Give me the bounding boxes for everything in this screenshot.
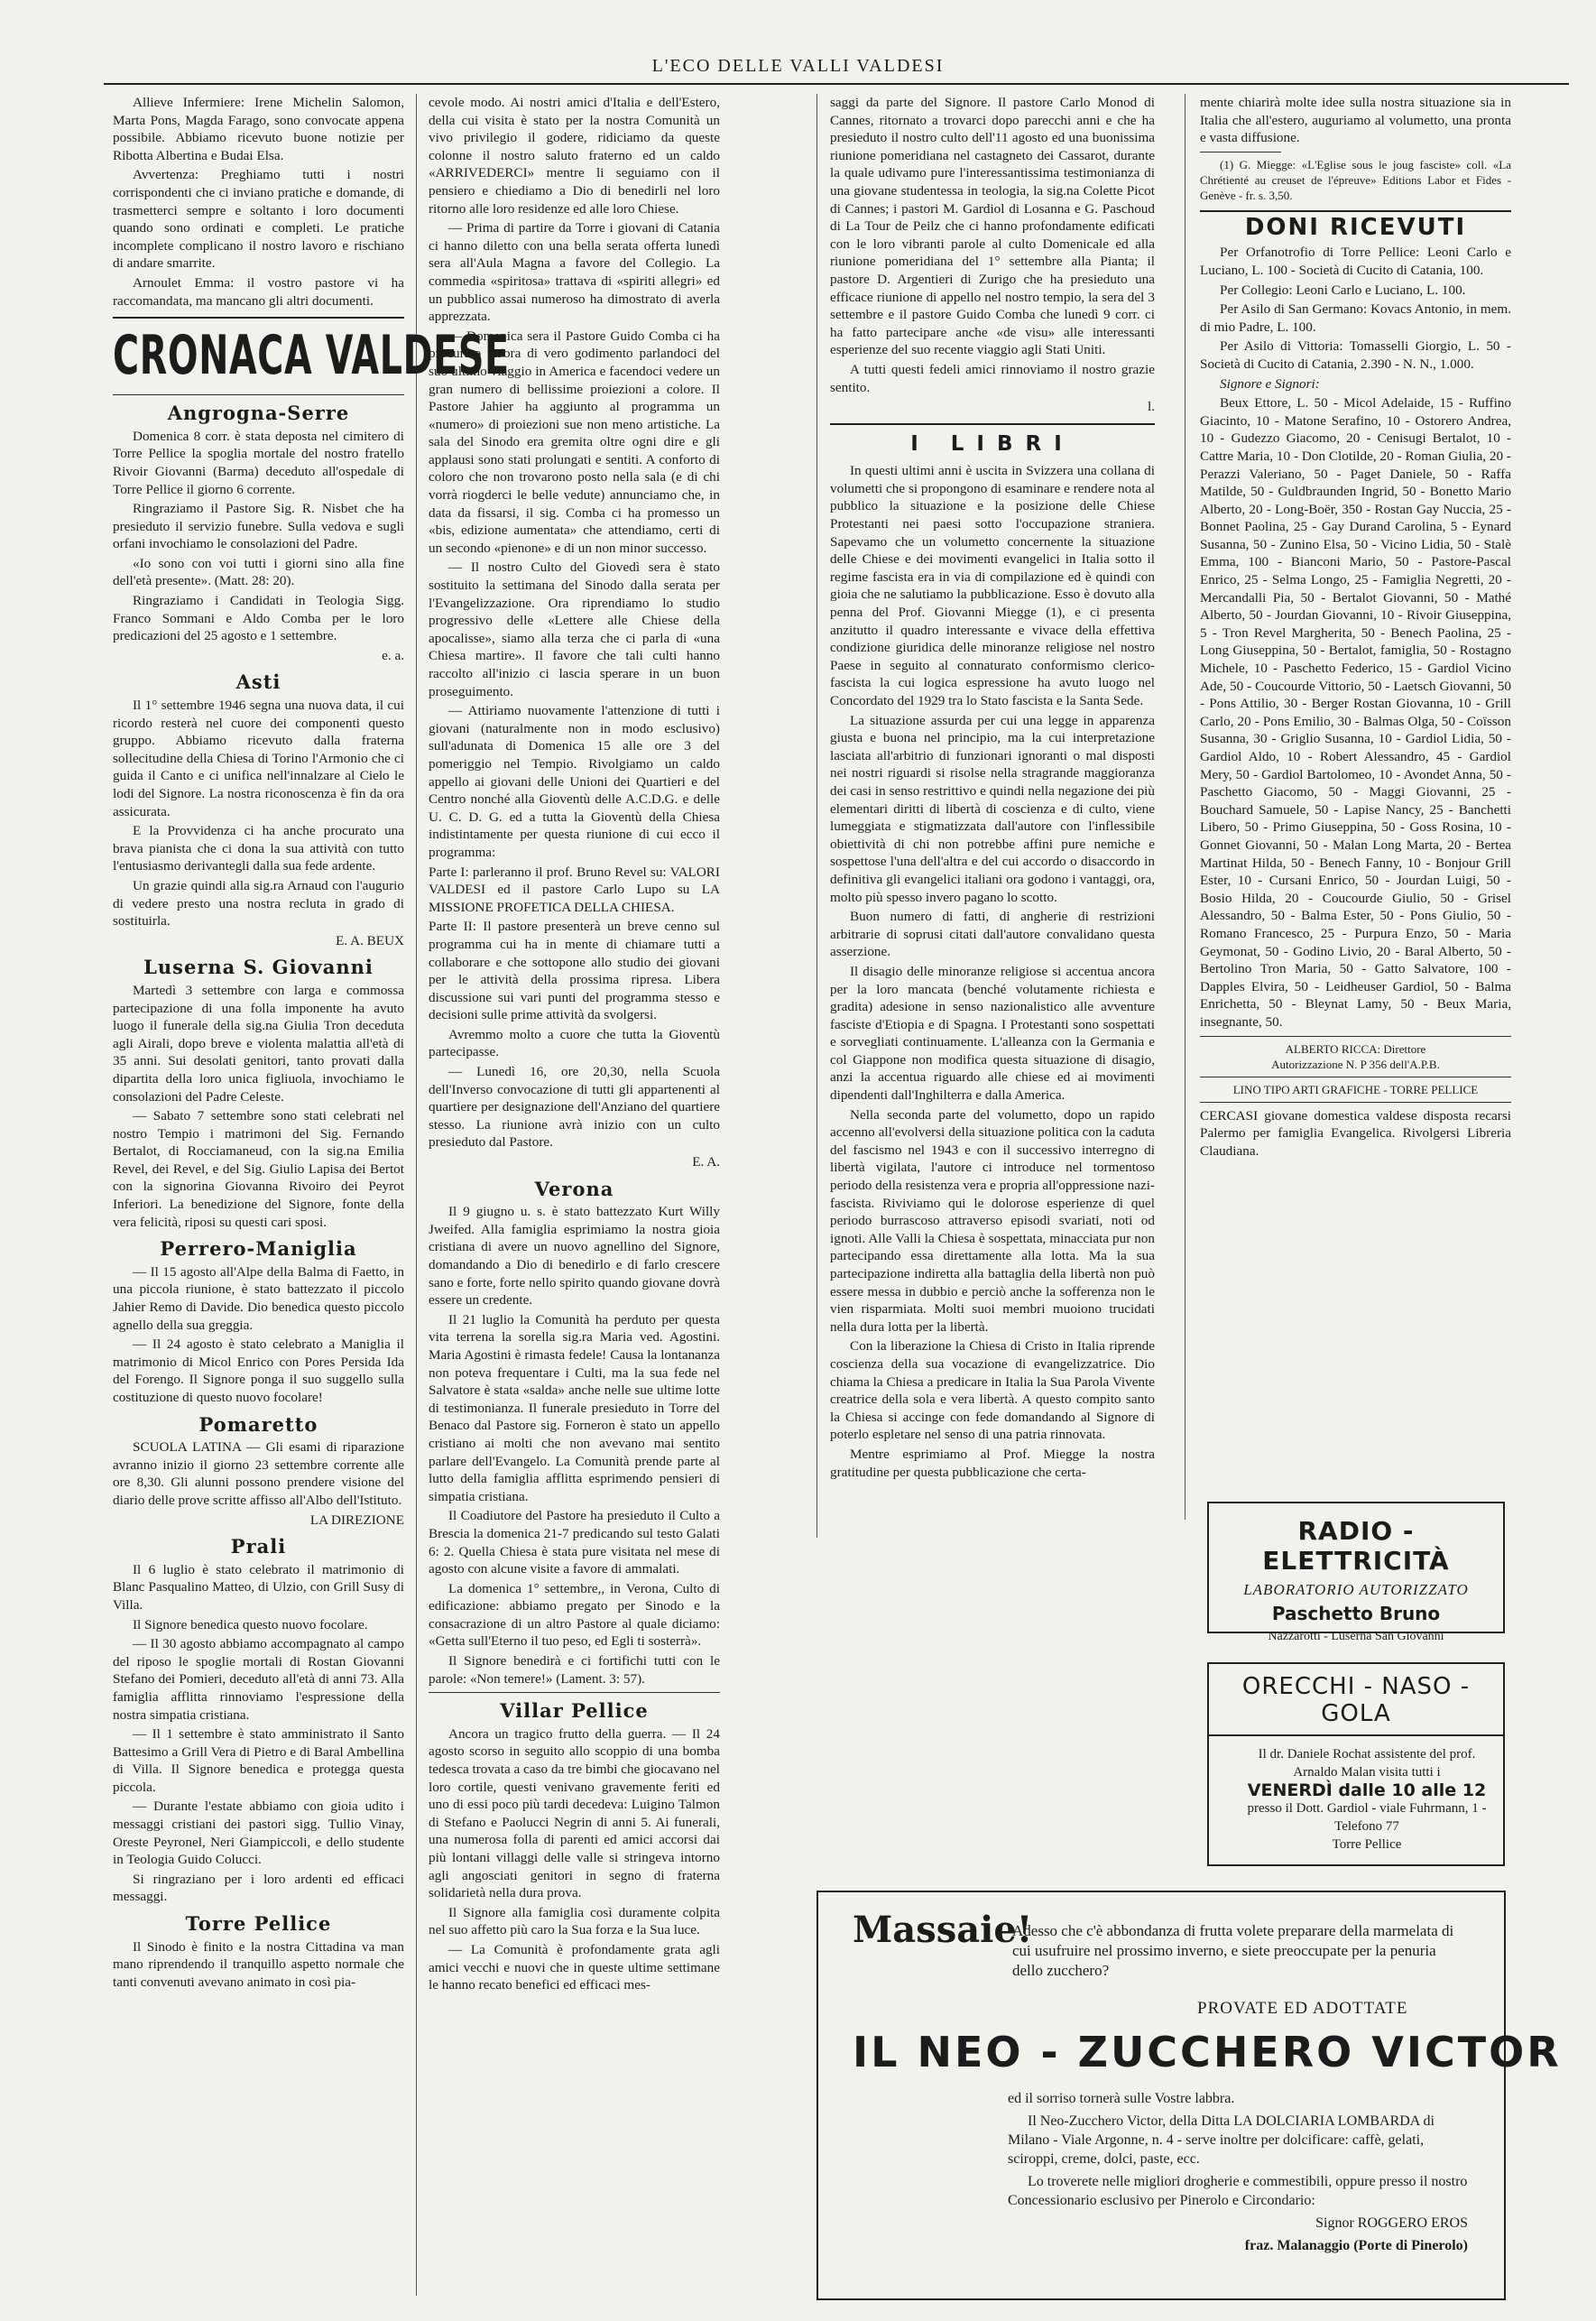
- article-paragraph: Un grazie quindi alla sig.ra Arnaud con l'augurio di vedere presto una nostra recluta in grado di sostituirla.: [113, 877, 404, 929]
- article-paragraph: Il Signore alla famiglia così duramente colpita nel suo affetto più caro la Sua forza e la Sua luce.: [429, 1904, 720, 1938]
- article-paragraph: Il disagio delle minoranze religiose si accentua ancora per la loro mancata (benché volutamente richiesta e gradita) adesione in senso nazionalistico alle avventure fasciste d'Etiopia e di Spagna. I Protestanti sono sospettati e sorvegliati continuamente. L'alleanza con la Germania e col Giappone non modifica questa situazione di disagio, anzi la accentua riguardo alle chiese ed ai movimenti dipendenti dall'Inghilterra e dalla America.: [830, 963, 1155, 1104]
- running-head: L'ECO DELLE VALLI VALDESI: [651, 56, 945, 76]
- article-paragraph: saggi da parte del Signore. Il pastore Carlo Monod di Cannes, ritornato a trovarci dopo parecchi anni e che ha presieduto il nostro culto dell'11 agosto ed una buonissima riunione pomeridiana nel castagneto dei Cassarot, durante la quale udivamo pure l'interessantissima testimonianza di una giovane studentessa in teologia, la sig.na Colette Picot di Cannes; i pastori M. Gardiol di Losanna e G. Paschoud di La Tour de Peilz che ci hanno profondamente edificati con le loro vibranti parole al culto Domenicale ed alla riunione pomeridiana del 1° settembre alla Pianta; il pastore D. Argentieri di Zurigo che ha presieduto una efficace riunione di appello nel nostro tempio, la sera del 3 settembre e il pastore Guido Comba che lunedì 9 corr. ci ha fatto partecipare anche «de visu» alle interessanti esperienze del suo recente viaggio agli Stati Uniti.: [830, 95, 1155, 358]
- victor-advert-line: Lo troverete nelle migliori drogherie e commestibili, oppure presso il nostro Concessionario esclusivo per Pinerolo e Circondario:: [1008, 2174, 1468, 2208]
- victor-advert-line: Signor ROGGERO EROS: [1315, 2215, 1468, 2231]
- header-rule: [104, 83, 1569, 85]
- donation-paragraph: Beux Ettore, L. 50 - Micol Adelaide, 15 - Ruffino Giacinto, 10 - Matone Serafino, 10 - Ostorero Andrea, 10 - Gudezzo Giacomo, 20 - Cenisugi Bertalot, 10 - Cattre Maria, 10 - Don Clotilde, 20 - Roman Giulia, 20 - Perazzi Valeriano, 50 - Paget Daniele, 50 - Raffa Matilde, 50 - Guldbraunden Ingrid, 50 - Bonetto Mario Alberto, 20 - Long-Boër, 350 - Rostan Gay Nuccia, 25 - Bonnet Paolina, 25 - Gay Durand Carolina, 5 - Eynard Susanna, 50 - Zunino Elsa, 50 - Vicino Lidia, 50 - Stalè Emma, 100 - Bianconi Mario, 50 - Pastore-Pascal Enrico, 25 - Selma Longo, 25 - Famiglia Negretti, 20 - Mercandalli Pia, 50 - Bertalot Giovanni, 50 - Mathé Alberto, 50 - Jourdan Giovanni, 10 - Rivoir Giuseppina, 5 - Tron Revel Margherita, 50 - Benech Paolina, 25 - Long Giuseppina, 50 - Bertalot, famiglia, 50 - Rostagno Michele, 10 - Paschetto Federico, 15 - Gardiol Vicino Ade, 50 - Coucourde Vittorio, 50 - Laetsch Giovanni, 50 - Pons Attilio, 30 - Berger Rostan Giovanna, 10 - Grill Carlo, 20 - Pons Emilio, 30 - Balmas Olga, 50 - Coïsson Susanna, 30 - Griglio Susanna, 10 - Gardiol Lidia, 50 - Gardiol Aldo, 10 - Robert Alessandro, 45 - Gardiol Mery, 50 - Gardiol Bartolomeo, 10 - Avondet Anna, 50 - Paschetto Giacomo, 50 - Maggi Giovanni, 25 - Bouchard Samuele, 50 - Lapise Nancy, 25 - Banchetti Libero, 50 - Primo Giuseppina, 50 - Goss Rosina, 10 - Gonnet Giovanni, 50 - Malan Long Marta, 20 - Bertea Martinat Hilda, 50 - Benech Fanny, 10 - Bonjour Grill Ester, 10 - Cursani Enrico, 50 - Jourdan Luigi, 50 - Bosio Hilda, 20 - Coucourde Giulio, 50 - Grisel Alessandro, 50 - Balma Ester, 50 - Pons Giulio, 50 - Romano Francesco, 25 - Purpura Enzo, 50 - Maria Geymonat, 50 - Godino Livio, 20 - Baral Alberto, 50 - Bertolino Tron Maria, 50 - Gatto Salvatore, 100 - Dapples Elvira, 50 - Leidheuser Gardiol, 50 - Balma Enrichetta, 50 - Bleynat Lamy, 50 - Beux Maria, insegnante, 50.: [1200, 395, 1511, 1030]
- section-rule: [1200, 1036, 1511, 1037]
- article-paragraph: Avremmo molto a cuore che tutta la Gioventù partecipasse.: [429, 1026, 720, 1060]
- article-paragraph: Il 6 luglio è stato celebrato il matrimonio di Blanc Pasqualino Matteo, di Ulzio, con Grill Susy di Villa.: [113, 1561, 404, 1613]
- article-paragraph: Si ringraziano per i loro ardenti ed efficaci messaggi.: [113, 1871, 404, 1905]
- article-paragraph: Nella seconda parte del volumetto, dopo un rapido accenno all'evolversi della situazione politica con la caduta del fascismo nel 1943 e con il successivo interregno di libertà vigilata, l'autore ci introduce nel tormentoso periodo della resistenza vera e propria all'oppressione nazi-fascista. Riviviamo qui le dolorose esperienze di quel periodo burrascoso attraverso episodi svariati, noti od ignoti. Alle Valli la Chiesa è sospettata, minacciata pur non partecipando essa direttamente alla lotta. Ma la sua partecipazione indiretta alla battaglia della libertà non può essere messa in dubbio e perciò anche la sofferenza non le vien risparmiata. Molti suoi membri muoiono trucidati nella dura lotta per la libertà.: [830, 1106, 1155, 1335]
- ent-advert: [1207, 1662, 1505, 1866]
- article-paragraph: cevole modo. Ai nostri amici d'Italia e dell'Estero, della cui visita è stato per la nostra Comunità un vivo privilegio il godere, ridiciamo da queste colonne il nostro saluto fraterno ed un caldo «ARRIVEDERCI» mentre li seguiamo con il pensiero e chiediamo a Dio di benedirli nel loro ritorno alle loro residenze ed alle loro Chiese.: [429, 95, 720, 217]
- section-rule: [429, 1692, 720, 1693]
- donation-paragraph: Per Asilo di Vittoria: Tomasselli Giorgio, L. 50 - Società di Cucito di Catania, 2.390 - N. N., 1.000.: [1200, 338, 1511, 372]
- victor-advert-line: fraz. Malanaggio (Porte di Pinerolo): [1244, 2238, 1468, 2253]
- article-signature: LA DIREZIONE: [309, 1512, 404, 1528]
- article-paragraph: — Attiriamo nuovamente l'attenzione di tutti i giovani (naturalmente non in modo esclusivo) sull'adunata di Domenica 15 alle ore 3 del pomeriggio nel Tempio. Rivolgiamo un caldo appello ai giovani delle Unioni dei Quartieri e del Centro nonché alla Gioventù delle A.C.D.G. e delle U. C. D. G. ed a tutta la Gioventù della Chiesa indistintamente per questa riunione di cui ecco il programma:: [429, 703, 720, 860]
- article-paragraph: — Lunedì 16, ore 20,30, nella Scuola dell'Inverso convocazione di tutti gli appartenenti al quartiere per designazione dell'Anziano del quartiere stesso. La riunione avrà inizio con un culto presieduto dal Pastore.: [429, 1064, 720, 1151]
- footnote: (1) G. Miegge: «L'Eglise sous le joug fasciste» coll. «La Chrétienté au creuset de l'épreuve» Editions Labor et Fides - Genève - fr. s. 3,50.: [1200, 157, 1511, 202]
- article-paragraph: Ancora un tragico frutto della guerra. — Il 24 agosto scorso in seguito allo scoppio di una bomba tedesca trovata a caso da tre bimbi che giocavano nel loro cortile, questi venivano gravemente feriti ed uno di essi poco più tardi decedeva: Luigino Talmon di Stefano e Paolucci Negrin di anni 5. Ai funerali, una numerosa folla di parenti ed amici accorsi dai più lontani villaggi delle valle si stringeva intorno agli angosciati genitori in segno di fraterna solidarietà nella dura prova.: [429, 1725, 720, 1901]
- article-paragraph: — Durante l'estate abbiamo con gioia udito i messaggi cristiani dei pastori sigg. Tullio Vinay, Oreste Peyronel, Neri Giampiccoli, e dello studente in Teologia Guido Colucci.: [113, 1799, 404, 1868]
- article-paragraph: — Prima di partire da Torre i giovani di Catania ci hanno diletto con una bella serata offerta lunedì sera all'Aula Magna a favore del Collegio. La commedia «spiritosa» trattava di «spiriti allegri» ed un pubblico assai numeroso ha dimostrato di averla apprezzata.: [429, 220, 720, 325]
- section-heading-verona: Verona: [534, 1177, 614, 1200]
- article-paragraph: SCUOLA LATINA — Gli esami di riparazione avranno inizio il giorno 23 settembre corrente alle ore 8,30. Gli alunni possono prendere visione del diario delle prove scritte affisso all'Albo dell'Istituto.: [113, 1439, 404, 1508]
- article-paragraph: «Io sono con voi tutti i giorni sino alla fine dell'età presente». (Matt. 28: 20).: [113, 555, 404, 589]
- radio-advert-title: RADIO - ELETTRICITÀ: [1262, 1516, 1450, 1576]
- article-paragraph: — Il nostro Culto del Giovedì sera è stato sostituito la settimana del Sinodo dalla serata per l'Evangelizzazione. Ora riprendiamo lo studio progressivo delle «Lettere alle Chiese della apocalisse», siamo alla terza che ci parla di «una Chiesa martire». Il favore che tali culti hanno raccolto all'inizio ci lascia sperare in un buon proseguimento.: [429, 559, 720, 699]
- radio-advert-subtitle: LABORATORIO AUTORIZZATO: [1243, 1581, 1469, 1598]
- victor-advert-line: Il Neo-Zucchero Victor, della Ditta LA DOLCIARIA LOMBARDA di Milano - Viale Argonne, n. 4 - serve inoltre per dolcificare: caffè, gelati, sciroppi, creme, dolci, paste, ecc.: [1008, 2113, 1435, 2167]
- article-paragraph: In questi ultimi anni è uscita in Svizzera una collana di volumetti che si propongono di esaminare e rendere nota al pubblico la situazione e la posizione delle Chiese Protestanti nei paesi sotto l'occupazione straniera. Sapevamo che un volumetto concernente la situazione delle Chiese e dei movimenti evangelici in Italia sotto il regime fascista era in via di compilazione ed è quindi con gioia che ne salutiamo la pubblicazione. Esso è dovuto alla penna del Prof. Giovanni Miegge (1), e ci presenta anzitutto il quadro interessante e vivace della effettiva condizione giuridica delle minoranze religiose nel nostro Paese in seguito al connaturato conformismo clerico-fascista la cui logica espressione ha avuto luogo nel Concordato del 1929 tra lo Stato fascista e la Santa Sede.: [830, 463, 1155, 708]
- donation-paragraph: Per Asilo di San Germano: Kovacs Antonio, in mem. di mio Padre, L. 100.: [1200, 301, 1511, 335]
- article-paragraph: Con la liberazione la Chiesa di Cristo in Italia riprende coscienza della sua vocazione di evangelizzatrice. Dio chiama la Chiesa a predicare in Italia la Sua Parola Vivente creatrice della sola e vera libertà. A questo compito santo la Chiesa si accinge con fede domandando al Signore di poterlo espletare nel senso di una patria rinnovata.: [830, 1338, 1155, 1443]
- article-paragraph: — La Comunità è profondamente grata agli amici vecchi e nuovi che in queste ultime settimane le hanno recato benefici ed efficaci mes-: [429, 1941, 720, 1993]
- victor-advert-provate: PROVATE ED ADOTTATE: [1197, 1999, 1408, 2018]
- article-paragraph: Il Signore benedica questo nuovo focolare.: [133, 1616, 368, 1632]
- victor-advert-intro: Adesso che c'è abbondanza di frutta volete preparare della marmelata di cui usufruire nel prossimo inverno, e siete preoccupate per la penuria dello zucchero?: [1012, 1922, 1454, 1979]
- section-heading-torre-pellice: Torre Pellice: [185, 1912, 332, 1936]
- article-paragraph: Il 1° settembre 1946 segna una nuova data, il cui ricordo resterà nel cuore dei componenti questo gruppo. Abbiamo ricevuto dalla fraterna sollecitudine della Chiesa di Torino l'Armonio che ci guida il Canto e ci unifica nell'innalzare al Cielo le lodi del Signore. La nostra riconoscenza è fin da ora assicurata.: [113, 698, 404, 819]
- ent-advert-line: presso il Dott. Gardiol - viale Fuhrmann, 1 - Telefono 77: [1247, 1801, 1487, 1834]
- article-signature: e. a.: [382, 647, 404, 663]
- section-masthead: CRONACA VALDESE: [113, 324, 510, 388]
- victor-advert-brand: IL NEO - ZUCCHERO VICTOR: [853, 2028, 1562, 2076]
- victor-advert-massaie: Massaie!: [853, 1909, 1033, 1951]
- radio-advert: [1207, 1502, 1505, 1643]
- article-paragraph: — Il 24 agosto è stato celebrato a Maniglia il matrimonio di Micol Enrico con Pores Persida Ida del Forengo. Il Signore ponga il suo suggello sulla costituzione di questo nuovo focolare!: [113, 1336, 404, 1405]
- victor-advert: [816, 1891, 1562, 2300]
- section-heading-villar-pellice: Villar Pellice: [500, 1699, 649, 1723]
- notice-paragraph: Avvertenza: Preghiamo tutti i nostri corrispondenti che ci inviano pratiche e domande, di trasmetterci sempre e soltanto i loro documenti quando sono ordinati e completi. Le pratiche incomplete complicano il nostro lavoro e rischiano di andare smarrite.: [113, 167, 404, 272]
- column-rule: [416, 94, 417, 2296]
- section-rule: [113, 317, 404, 319]
- article-paragraph: Parte II: Il pastore presenterà un breve cenno sul programma cui ha in mente di chiamare tutti a collaborare e che sottopone allo studio dei giovani per le attività della prossima ripresa. Libera discussione sui vari punti del programma stesso e decisioni sulle prime attività da svolgersi.: [429, 919, 720, 1023]
- authorization-line: Autorizzazione N. P 356 dell'A.P.B.: [1271, 1057, 1440, 1071]
- article-paragraph: Domenica 8 corr. è stata deposta nel cimitero di Torre Pellice la spoglia mortale del nostro fratello Rivoir Giovanni (Barma) deceduto all'ospedale di Torre Pellice il giorno 6 corrente.: [113, 428, 404, 497]
- article-paragraph: La situazione assurda per cui una legge in apparenza giusta e buona nel principio, ma la cui interpretazione lasciata all'arbitrio di funzionari ignoranti o mal disposti nei nostri riguardi si risolse nella stragrande maggioranza dei casi in senso restrittivo e quindi nella negazione dei più elementari diritti di libertà di coscienza e di culto, viene lumeggiata e stigmatizzata dall'autore con l'inflessibile obiettività di chi non potrebbe affini pure nemiche e sospettose l'una dell'altra e del cui accordo o disaccordo in definitiva gli evangelici italiani ora godono i vantaggi, ora, molto più spesso invero pagano lo scotto.: [830, 712, 1155, 905]
- column-3: [830, 94, 1155, 1529]
- column-2: [429, 94, 720, 2296]
- article-paragraph: — Il 15 agosto all'Alpe della Balma di Faetto, in una piccola riunione, è stato battezzato il piccolo Jahier Remo di Davide. Dio benedica questo piccolo agnello della sua greggia.: [113, 1263, 404, 1333]
- section-heading-angrogna: Angrogna-Serre: [167, 402, 350, 425]
- section-rule: [830, 423, 1155, 425]
- article-paragraph: E la Provvidenza ci ha anche procurato una brava pianista che ci dona la sua attività con tutto l'entusiasmo derivantegli dalla sua fede ardente.: [113, 823, 404, 874]
- notice-paragraph: Allieve Infermiere: Irene Michelin Salomon, Marta Pons, Magda Farago, sono convocate appena possibile. Abbiamo ricevuto buone notizie per Ribotta Albertina e Budai Elsa.: [113, 95, 404, 163]
- column-rule: [816, 94, 817, 1538]
- article-paragraph: Il 21 luglio la Comunità ha perduto per questa vita terrena la sorella sig.ra Maria ved. Agostini. Maria Agostini è rimasta fedele! Causa la lontananza non poteva frequentare i Culti, ma la sua fede nel Salvatore è stata «salda» anche nelle sue ultime lotte di testimonianza. Il funerale presieduto in Torre del Benaco dal Pastore sig. Forneron è stato un appello cristiano ai molti che non avevano mai sentito parlare dell'Evangelo. La Comunità prende parte al lutto della famiglia afflitta esprimendo pensieri di simpatia cristiana.: [429, 1311, 720, 1504]
- article-paragraph: Martedì 3 settembre con larga e commossa partecipazione di una folla imponente ha avuto luogo il funerale della sig.na Giulia Tron deceduta agli Airali, dopo breve e violenta malattia all'età di 35 anni. Sui desolati genitori, tanto provati dalla dipartita della loro unica figliuola, invochiamo le consolazioni del Padre Celeste.: [113, 982, 404, 1105]
- donation-paragraph: Per Orfanotrofio di Torre Pellice: Leoni Carlo e Luciano, L. 100 - Società di Cucito di Catania, 100.: [1200, 245, 1511, 278]
- section-heading-doni: DONI RICEVUTI: [1244, 213, 1467, 241]
- article-paragraph: — Sabato 7 settembre sono stati celebrati nel nostro Tempio i matrimoni del Sig. Fernando Bertalot, di Rocciamaneud, con la sig.na Emilia Revel, dei Revel, e del Sig. Giulio Lapisa dei Bertot con la signorina Giovanna Rivoiro dei Peyrot Inferiori. La benedizione del Signore, fonte della vera felicità, riposi su questi cari sposi.: [113, 1108, 404, 1230]
- section-rule: [1200, 1102, 1511, 1103]
- article-paragraph: Buon numero di fatti, di angherie di restrizioni arbitrarie di soprusi citati dall'autore convalidano questa asserzione.: [830, 909, 1155, 960]
- ent-advert-line: Il dr. Daniele Rochat assistente del prof. Arnaldo Malan visita tutti i: [1258, 1747, 1476, 1780]
- radio-advert-name: Paschetto Bruno: [1271, 1603, 1441, 1624]
- ent-advert-line: Torre Pellice: [1332, 1837, 1402, 1852]
- article-paragraph: Ringraziamo i Candidati in Teologia Sigg. Franco Sommani e Aldo Comba per le loro predicazioni del 25 agosto e 1 settembre.: [113, 593, 404, 644]
- article-paragraph: Ringraziamo il Pastore Sig. R. Nisbet che ha presieduto il servizio funebre. Sulla vedova e sugli orfani invochiamo le consolazioni del Padre.: [113, 501, 404, 552]
- article-paragraph: Il Coadiutore del Pastore ha presieduto il Culto a Brescia la domenica 21-7 predicando sul testo Galati 6: 2. Quella Chiesa è stata pure visitata nel mese di agosto con alcune visite a favore di ammalati.: [429, 1508, 720, 1577]
- section-heading-libri: I LIBRI: [910, 431, 1075, 456]
- column-4: [1200, 94, 1511, 1511]
- section-heading-asti: Asti: [235, 670, 281, 694]
- section-heading-luserna: Luserna S. Giovanni: [143, 956, 374, 979]
- column-1: [113, 94, 510, 2296]
- article-paragraph: Parte I: parleranno il prof. Bruno Revel su: VALORI VALDESI ed il pastore Carlo Lupo su LA MISSIONE PROFETICA DELLA CHIESA.: [429, 864, 720, 915]
- printer-line: LINO TIPO ARTI GRAFICHE - TORRE PELLICE: [1232, 1082, 1479, 1096]
- article-paragraph: — Domenica sera il Pastore Guido Comba ci ha procurato un'ora di vero godimento parlandoci del suo ultimo viaggio in America e facendoci vedere un gran numero di bellissime proiezioni a colore. Il Pastore Jahier ha aggiunto al programma un «numero» di proiezioni sue non meno artistiche. La sala del Sinodo era gremita oltre ogni dire e gli applausi sono stati prolungati e sentiti. A conforto di coloro che non trovarono posto nella sala (e di chi vorrà riogderci le belle vedute) annunciamo che, in data da fissarsi, il sig. Comba ci ha promesso un «bis, edizione aumentata» che attendiamo, certi di un secondo «pienone» e di un non minor successo.: [429, 328, 720, 556]
- article-paragraph: — Il 30 agosto abbiamo accompagnato al campo del riposo le spoglie mortali di Rostan Giovanni Stefano dei Pomieri, deceduto all'età di anni 73. Alla famiglia afflitta rinnoviamo l'espressione della nostra simpatia cristiana.: [113, 1636, 404, 1723]
- article-paragraph: Il Signore benedirà e ci fortifichi tutti con le parole: «Non temere!» (Lament. 3: 57).: [429, 1653, 720, 1687]
- victor-advert-line: ed il sorriso tornerà sulle Vostre labbra.: [1008, 2091, 1235, 2106]
- director-line: ALBERTO RICCA: Direttore: [1285, 1041, 1426, 1056]
- section-rule: [113, 394, 404, 395]
- classified-ad: CERCASI giovane domestica valdese disposta recarsi Palermo per famiglia Evangelica. Rivolgersi Libreria Claudiana.: [1200, 1107, 1511, 1159]
- article-paragraph: Il 9 giugno u. s. è stato battezzato Kurt Willy Jweifed. Alla famiglia esprimiamo la nostra gioia cristiana di avere un nuovo agnellino del Signore, domandando a Dio di benedirlo e di farlo crescere sano e forte, forte nello spirito quando giovane dovrà essere un credente.: [429, 1204, 720, 1308]
- ent-advert-title: ORECCHI - NASO - GOLA: [1209, 1664, 1503, 1736]
- article-signature: l.: [1147, 399, 1155, 415]
- section-heading-prali: Prali: [230, 1535, 287, 1558]
- section-rule: [1200, 152, 1281, 153]
- donation-paragraph: Signore e Signori:: [1220, 375, 1320, 392]
- article-paragraph: A tutti questi fedeli amici rinnoviamo il nostro grazie sentito.: [830, 361, 1155, 395]
- section-heading-pomaretto: Pomaretto: [198, 1412, 318, 1436]
- article-signature: E. A.: [692, 1154, 720, 1170]
- donation-paragraph: Per Collegio: Leoni Carlo e Luciano, L. 100.: [1220, 282, 1466, 298]
- article-paragraph: La domenica 1° settembre,, in Verona, Culto di edificazione: abbiamo pregato per Sinodo e la consacrazione di un altro Pastore al quale diciamo: «Getta sull'Eterno il tuo peso, ed Egli ti sosterrà».: [429, 1580, 720, 1650]
- radio-advert-address: Nazzarotti - Luserna San Giovanni: [1268, 1630, 1444, 1643]
- section-heading-perrero: Perrero-Maniglia: [160, 1237, 357, 1261]
- article-paragraph: mente chiarirà molte idee sulla nostra situazione sia in Italia che all'estero, auguriamo al volumetto, una pronta e vasta diffusione.: [1200, 95, 1511, 146]
- article-paragraph: Il Sinodo è finito e la nostra Cittadina va man mano riprendendo il tranquillo aspetto normale che tanti convenuti avevano animato in così pia-: [113, 1938, 404, 1990]
- article-paragraph: Mentre esprimiamo al Prof. Miegge la nostra gratitudine per questa pubblicazione che certa-: [830, 1446, 1155, 1480]
- notice-paragraph: Arnoulet Emma: il vostro pastore vi ha raccomandata, ma mancano gli altri documenti.: [113, 274, 404, 309]
- article-paragraph: — Il 1 settembre è stato amministrato il Santo Battesimo a Grill Vera di Pietro e di Baral Ambellina di Villa. Il Signore benedica e protegga questa piccola.: [113, 1726, 404, 1795]
- section-rule: [1200, 210, 1511, 212]
- article-signature: E. A. BEUX: [336, 932, 404, 948]
- ent-advert-hours: VENERDÌ dalle 10 alle 12: [1247, 1780, 1487, 1800]
